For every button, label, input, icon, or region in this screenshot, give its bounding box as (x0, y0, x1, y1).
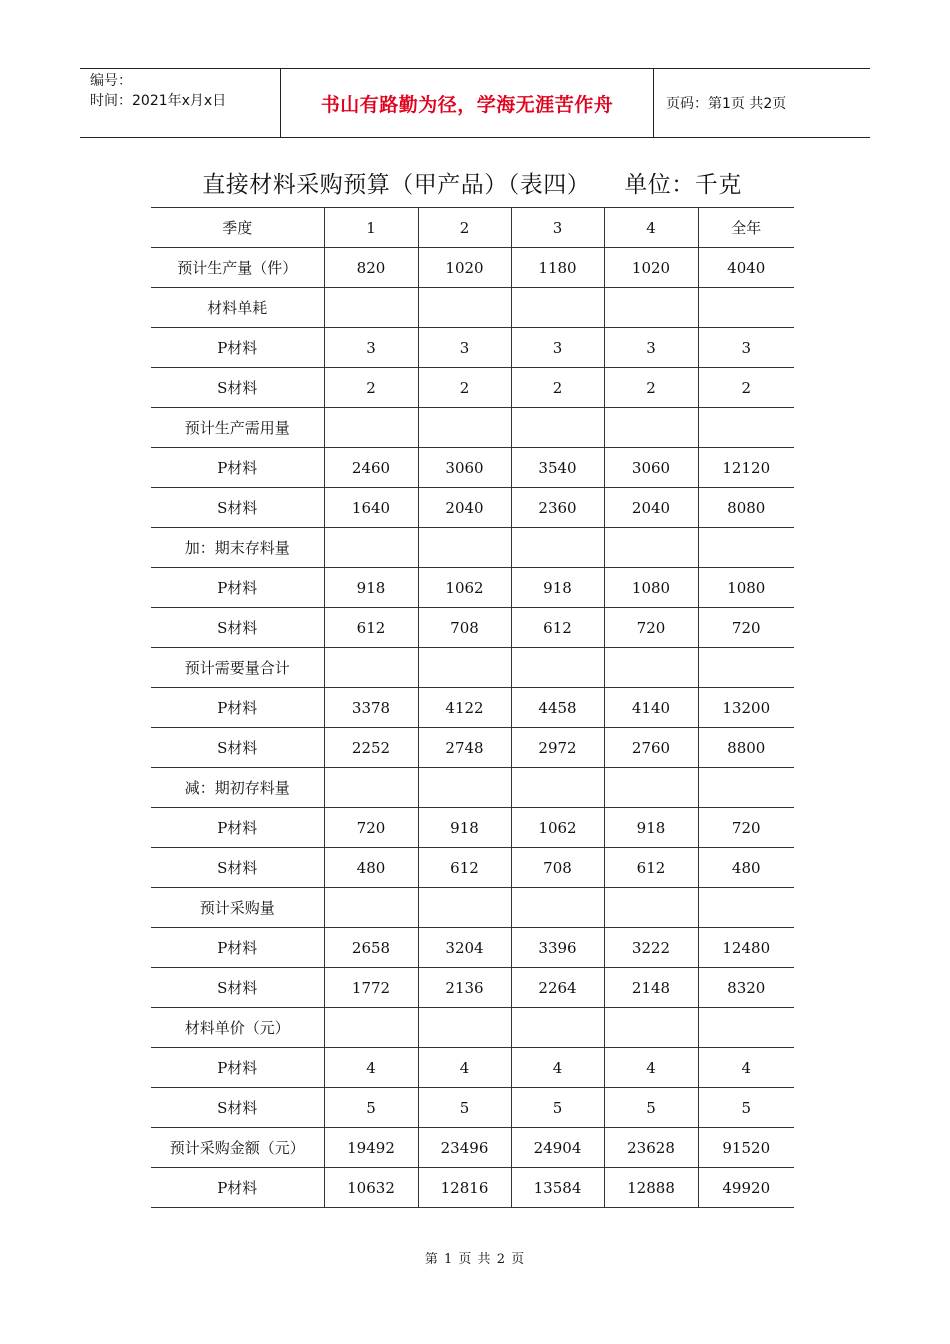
row-label-cell: S材料 (151, 1088, 324, 1128)
table-row (151, 568, 794, 608)
value-cell: 12480 (698, 928, 794, 968)
serial-label: 编号： (90, 73, 132, 89)
table-row (151, 1168, 794, 1208)
table-row (151, 888, 794, 928)
row-label-cell: S材料 (151, 488, 324, 528)
row-label-cell: P材料 (151, 448, 324, 488)
table-row (151, 448, 794, 488)
table-row (151, 928, 794, 968)
value-cell: 2040 (604, 488, 698, 528)
value-cell (604, 888, 698, 928)
value-cell: 8080 (698, 488, 794, 528)
row-label-cell: S材料 (151, 848, 324, 888)
value-cell: 5 (604, 1088, 698, 1128)
table-row (151, 728, 794, 768)
value-cell: 5 (511, 1088, 604, 1128)
row-label-cell: P材料 (151, 688, 324, 728)
value-cell (698, 288, 794, 328)
table-row (151, 688, 794, 728)
value-cell: 4 (511, 1048, 604, 1088)
table-row (151, 848, 794, 888)
value-cell (324, 528, 418, 568)
value-cell: 2360 (511, 488, 604, 528)
value-cell: 3204 (418, 928, 511, 968)
value-cell (324, 888, 418, 928)
row-label-cell: S材料 (151, 968, 324, 1008)
value-cell: 3 (511, 208, 604, 248)
value-cell (604, 1008, 698, 1048)
page-footer: 第 1 页 共 2 页 (424, 1252, 526, 1267)
value-cell (418, 408, 511, 448)
value-cell (698, 1008, 794, 1048)
table-row (151, 248, 794, 288)
value-cell: 918 (511, 568, 604, 608)
row-label-cell: 材料单价（元） (151, 1008, 324, 1048)
row-label-cell: P材料 (151, 1048, 324, 1088)
value-cell: 全年 (698, 208, 794, 248)
value-cell: 612 (418, 848, 511, 888)
value-cell (698, 768, 794, 808)
table-row (151, 408, 794, 448)
table-row (151, 1048, 794, 1088)
value-cell: 3060 (418, 448, 511, 488)
row-label-cell: 加：期末存料量 (151, 528, 324, 568)
value-cell (604, 288, 698, 328)
value-cell: 2972 (511, 728, 604, 768)
value-cell: 1640 (324, 488, 418, 528)
table-row (151, 808, 794, 848)
table-row (151, 528, 794, 568)
value-cell: 4122 (418, 688, 511, 728)
value-cell: 3378 (324, 688, 418, 728)
value-cell: 1 (324, 208, 418, 248)
value-cell (511, 408, 604, 448)
value-cell (418, 288, 511, 328)
page-header (80, 68, 870, 138)
value-cell (698, 648, 794, 688)
value-cell (604, 768, 698, 808)
value-cell (604, 648, 698, 688)
value-cell (511, 288, 604, 328)
row-label-cell: P材料 (151, 808, 324, 848)
value-cell: 3 (418, 328, 511, 368)
value-cell: 3396 (511, 928, 604, 968)
value-cell: 4 (324, 1048, 418, 1088)
value-cell: 1062 (511, 808, 604, 848)
row-label-cell: 减：期初存料量 (151, 768, 324, 808)
value-cell: 1020 (418, 248, 511, 288)
header-meta (80, 69, 281, 137)
row-label-cell: P材料 (151, 568, 324, 608)
row-label-cell: P材料 (151, 928, 324, 968)
value-cell (698, 528, 794, 568)
row-label-cell: S材料 (151, 368, 324, 408)
value-cell: 2 (604, 368, 698, 408)
row-label-cell: 预计需要量合计 (151, 648, 324, 688)
value-cell (418, 648, 511, 688)
value-cell: 8800 (698, 728, 794, 768)
value-cell (418, 768, 511, 808)
value-cell (511, 528, 604, 568)
table-row (151, 488, 794, 528)
value-cell: 5 (324, 1088, 418, 1128)
value-cell: 4040 (698, 248, 794, 288)
value-cell: 4140 (604, 688, 698, 728)
value-cell (418, 1008, 511, 1048)
value-cell: 480 (698, 848, 794, 888)
value-cell: 4 (604, 1048, 698, 1088)
value-cell: 1180 (511, 248, 604, 288)
value-cell: 480 (324, 848, 418, 888)
row-label-cell: S材料 (151, 608, 324, 648)
row-label-cell: 预计采购量 (151, 888, 324, 928)
value-cell: 3 (324, 328, 418, 368)
value-cell: 8320 (698, 968, 794, 1008)
value-cell: 49920 (698, 1168, 794, 1208)
value-cell (324, 648, 418, 688)
value-cell: 4 (698, 1048, 794, 1088)
value-cell: 13584 (511, 1168, 604, 1208)
value-cell: 708 (418, 608, 511, 648)
value-cell (604, 528, 698, 568)
value-cell (324, 768, 418, 808)
value-cell: 1020 (604, 248, 698, 288)
value-cell: 2 (418, 368, 511, 408)
table-row (151, 968, 794, 1008)
row-label-cell: 预计采购金额（元） (151, 1128, 324, 1168)
table-row (151, 328, 794, 368)
value-cell: 10632 (324, 1168, 418, 1208)
value-cell (324, 1008, 418, 1048)
value-cell: 2264 (511, 968, 604, 1008)
value-cell: 2460 (324, 448, 418, 488)
value-cell (698, 888, 794, 928)
value-cell: 3 (511, 328, 604, 368)
row-label-cell: P材料 (151, 1168, 324, 1208)
value-cell: 2658 (324, 928, 418, 968)
time-label: 时间：2021年x月x日 (90, 93, 227, 109)
document-title: 直接材料采购预算（甲产品）（表四） (202, 172, 591, 198)
row-label-cell: 预计生产需用量 (151, 408, 324, 448)
value-cell: 918 (604, 808, 698, 848)
value-cell: 19492 (324, 1128, 418, 1168)
value-cell: 2748 (418, 728, 511, 768)
value-cell: 3540 (511, 448, 604, 488)
value-cell: 24904 (511, 1128, 604, 1168)
value-cell: 12888 (604, 1168, 698, 1208)
value-cell: 1772 (324, 968, 418, 1008)
value-cell: 2 (511, 368, 604, 408)
header-page-info: 页码：第1页 共2页 (666, 96, 787, 112)
value-cell: 4458 (511, 688, 604, 728)
value-cell: 1062 (418, 568, 511, 608)
table-row (151, 368, 794, 408)
document-unit: 单位：千克 (624, 172, 742, 198)
value-cell: 612 (511, 608, 604, 648)
budget-table-body (151, 208, 794, 1208)
value-cell: 2 (324, 368, 418, 408)
value-cell: 2252 (324, 728, 418, 768)
value-cell: 1080 (604, 568, 698, 608)
row-label-cell: 材料单耗 (151, 288, 324, 328)
table-row (151, 1008, 794, 1048)
value-cell: 720 (698, 808, 794, 848)
value-cell: 2136 (418, 968, 511, 1008)
value-cell: 720 (604, 608, 698, 648)
value-cell (324, 408, 418, 448)
value-cell: 3060 (604, 448, 698, 488)
row-label-cell: 季度 (151, 208, 324, 248)
value-cell: 91520 (698, 1128, 794, 1168)
table-row (151, 768, 794, 808)
value-cell (418, 528, 511, 568)
table-header-row (151, 208, 794, 248)
value-cell: 4 (418, 1048, 511, 1088)
value-cell (511, 768, 604, 808)
value-cell: 13200 (698, 688, 794, 728)
value-cell: 5 (698, 1088, 794, 1128)
value-cell: 2 (698, 368, 794, 408)
value-cell (511, 888, 604, 928)
value-cell: 23496 (418, 1128, 511, 1168)
table-row (151, 1088, 794, 1128)
value-cell: 12120 (698, 448, 794, 488)
table-row (151, 1128, 794, 1168)
value-cell: 3 (604, 328, 698, 368)
value-cell (324, 288, 418, 328)
value-cell: 1080 (698, 568, 794, 608)
value-cell: 3222 (604, 928, 698, 968)
value-cell (511, 1008, 604, 1048)
value-cell: 708 (511, 848, 604, 888)
row-label-cell: 预计生产量（件） (151, 248, 324, 288)
value-cell: 5 (418, 1088, 511, 1128)
value-cell: 820 (324, 248, 418, 288)
budget-table (151, 207, 794, 1208)
value-cell (511, 648, 604, 688)
value-cell (418, 888, 511, 928)
table-row (151, 648, 794, 688)
header-motto: 书山有路勤为径，学海无涯苦作舟 (281, 69, 654, 137)
value-cell (604, 408, 698, 448)
value-cell: 23628 (604, 1128, 698, 1168)
value-cell: 2040 (418, 488, 511, 528)
value-cell: 612 (324, 608, 418, 648)
value-cell: 918 (324, 568, 418, 608)
value-cell: 612 (604, 848, 698, 888)
value-cell: 2148 (604, 968, 698, 1008)
table-row (151, 288, 794, 328)
value-cell: 2 (418, 208, 511, 248)
value-cell: 720 (324, 808, 418, 848)
value-cell: 720 (698, 608, 794, 648)
value-cell: 918 (418, 808, 511, 848)
table-row (151, 608, 794, 648)
row-label-cell: S材料 (151, 728, 324, 768)
value-cell: 4 (604, 208, 698, 248)
value-cell: 12816 (418, 1168, 511, 1208)
row-label-cell: P材料 (151, 328, 324, 368)
value-cell: 3 (698, 328, 794, 368)
value-cell: 2760 (604, 728, 698, 768)
document-title-line (150, 166, 794, 199)
value-cell (698, 408, 794, 448)
